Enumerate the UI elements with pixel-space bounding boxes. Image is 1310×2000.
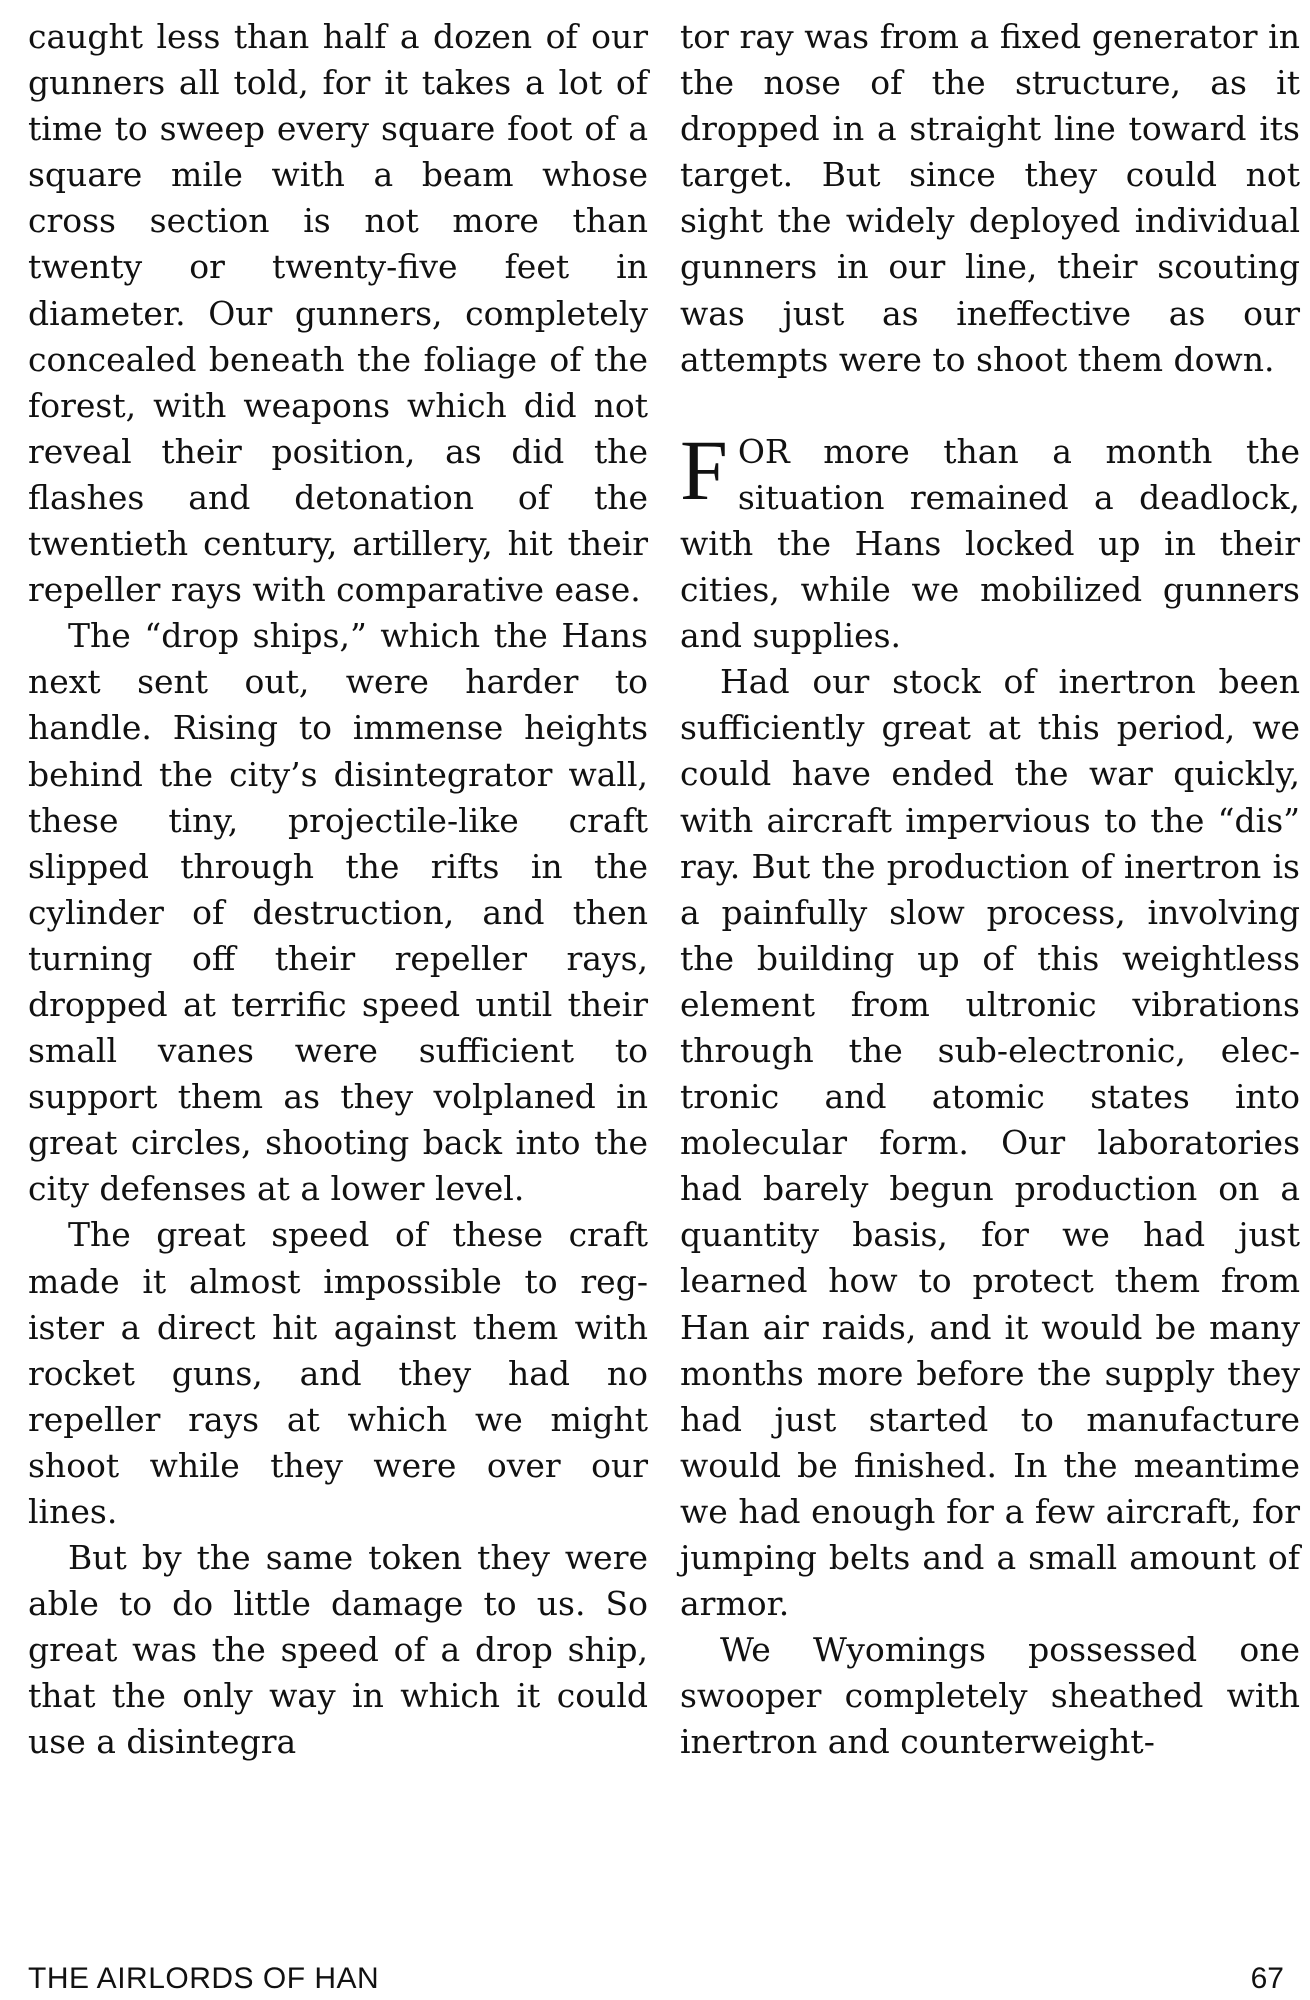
paragraph: We Wyomings possessed one swooper completely sheathed with inertron and counterweight- [680,1630,1300,1762]
right-column [680,14,1300,1765]
drop-cap: F [680,421,728,518]
paragraph: The “drop ships,” which the Hans next sent out, were harder to handle. Rising to immense heights behind the city’s disintegrator wall, these tiny, projectile-like craft slipped through the rifts in the cylinder of destruction, and then turning off their repeller rays, dropped at terrific speed until their small vanes were sufficient to support them as they volplaned in great circles, shooting back into the city defenses at a lower level. [28,616,648,1209]
small-caps-lead: OR [737,431,790,471]
paragraph: tor ray was from a fixed generator in the nose of the structure, as it dropped in a straight line toward its target. But since they could not sight the widely deployed individual gunners in our line, their scouting was just as ineffective as our attempts were to shoot them down. [680,17,1300,379]
paragraph: caught less than half a dozen of our gunners all told, for it takes a lot of time to sweep every square foot of a square mile with a beam whose cross section is not more than twenty or twenty-five feet in diameter. Our gunners, completely concealed beneath the foliage of the forest, with weapons which did not reveal their position, as did the flashes and detonation of the twentieth century, artillery, hit their repeller rays with comparative ease. [28,17,648,610]
running-footer-title: THE AIRLORDS OF HAN [28,1962,380,1995]
section-opening-paragraph [680,421,1300,659]
left-column [28,14,648,1766]
section-break [680,383,1300,429]
paragraph-text: more than a month the situation remained a deadlock, with the Hans locked up in their cities, while we mobilized gunners and supplies. [680,431,1300,656]
paragraph: But by the same token they were able to do little damage to us. So great was the speed of a drop ship, that the only way in which it could use a disintegra [28,1538,648,1762]
paragraph: Had our stock of inertron been sufficiently great at this period, we could have ended the war quickly, with aircraft impervious to the “dis” ray. But the production of inertron is a painfully slow process, involving the building up of this weightless element from ultronic vibrations through the sub-electronic, electronic and atomic states into molecular form. Our laboratories had barely begun production on a quantity basis, for we had just learned how to protect them from Han air raids, and it would be many months more before the supply they had just started to manufacture would be finished. In the meantime we had enough for a few aircraft, for jumping belts and a small amount of armor. [680,662,1300,1624]
page-number: 67 [1250,1962,1284,1995]
paragraph: The great speed of these craft made it almost impossible to register a direct hit against them with rocket guns, and they had no repeller rays at which we might shoot while they were over our lines. [28,1215,648,1531]
